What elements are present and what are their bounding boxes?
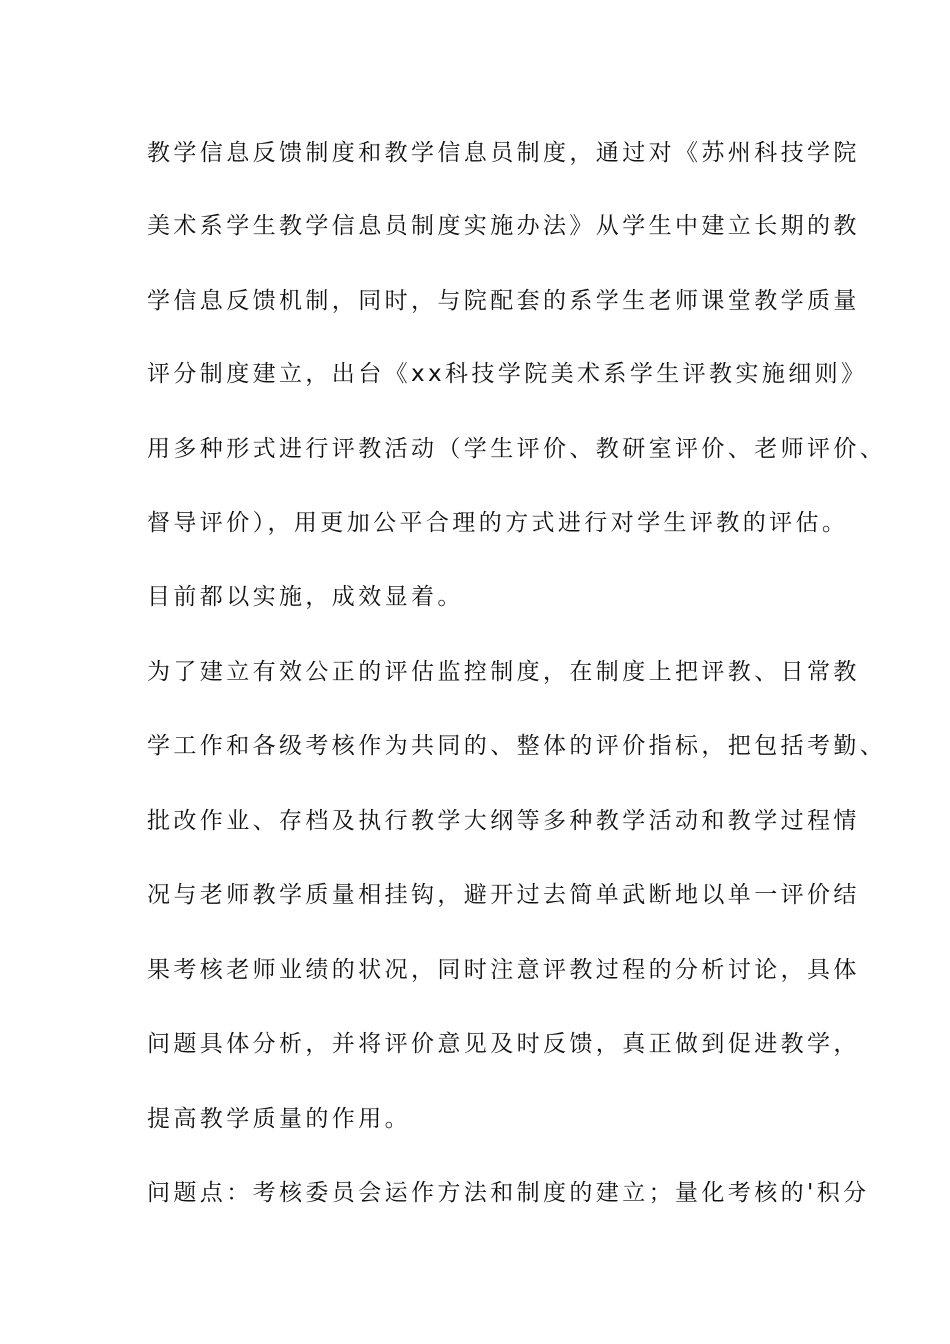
text-line: 为了建立有效公正的评估监控制度，在制度上把评教、日常教 bbox=[147, 659, 860, 685]
text-line: 督导评价），用更加公平合理的方式进行对学生评教的评估。 bbox=[147, 510, 849, 536]
text-line: 批改作业、存档及执行教学大纲等多种教学活动和教学过程情 bbox=[147, 808, 860, 834]
text-line: 学工作和各级考核作为共同的、整体的评价指标，把包括考勤、 bbox=[147, 733, 887, 759]
text-line: 用多种形式进行评教活动（学生评价、教研室评价、老师评价、 bbox=[147, 436, 887, 462]
text-line: 问题点：考核委员会运作方法和制度的建立；量化考核的'积分 bbox=[147, 1180, 870, 1206]
text-line: 提高教学质量的作用。 bbox=[147, 1106, 411, 1132]
text-line: 教学信息反馈制度和教学信息员制度，通过对《苏州科技学院 bbox=[147, 140, 860, 166]
text-line: 评分制度建立，出台《xx科技学院美术系学生评教实施细则》 bbox=[147, 361, 868, 387]
text-line: 果考核老师业绩的状况，同时注意评教过程的分析讨论，具体 bbox=[147, 957, 860, 983]
text-line: 目前都以实施，成效显着。 bbox=[147, 584, 464, 610]
text-line: 美术系学生教学信息员制度实施办法》从学生中建立长期的教 bbox=[147, 213, 860, 239]
text-line: 学信息反馈机制，同时，与院配套的系学生老师课堂教学质量 bbox=[147, 288, 860, 314]
text-line: 况与老师教学质量相挂钩，避开过去简单武断地以单一评价结 bbox=[147, 882, 860, 908]
text-line: 问题具体分析，并将评价意见及时反馈，真正做到促进教学， bbox=[147, 1031, 860, 1057]
